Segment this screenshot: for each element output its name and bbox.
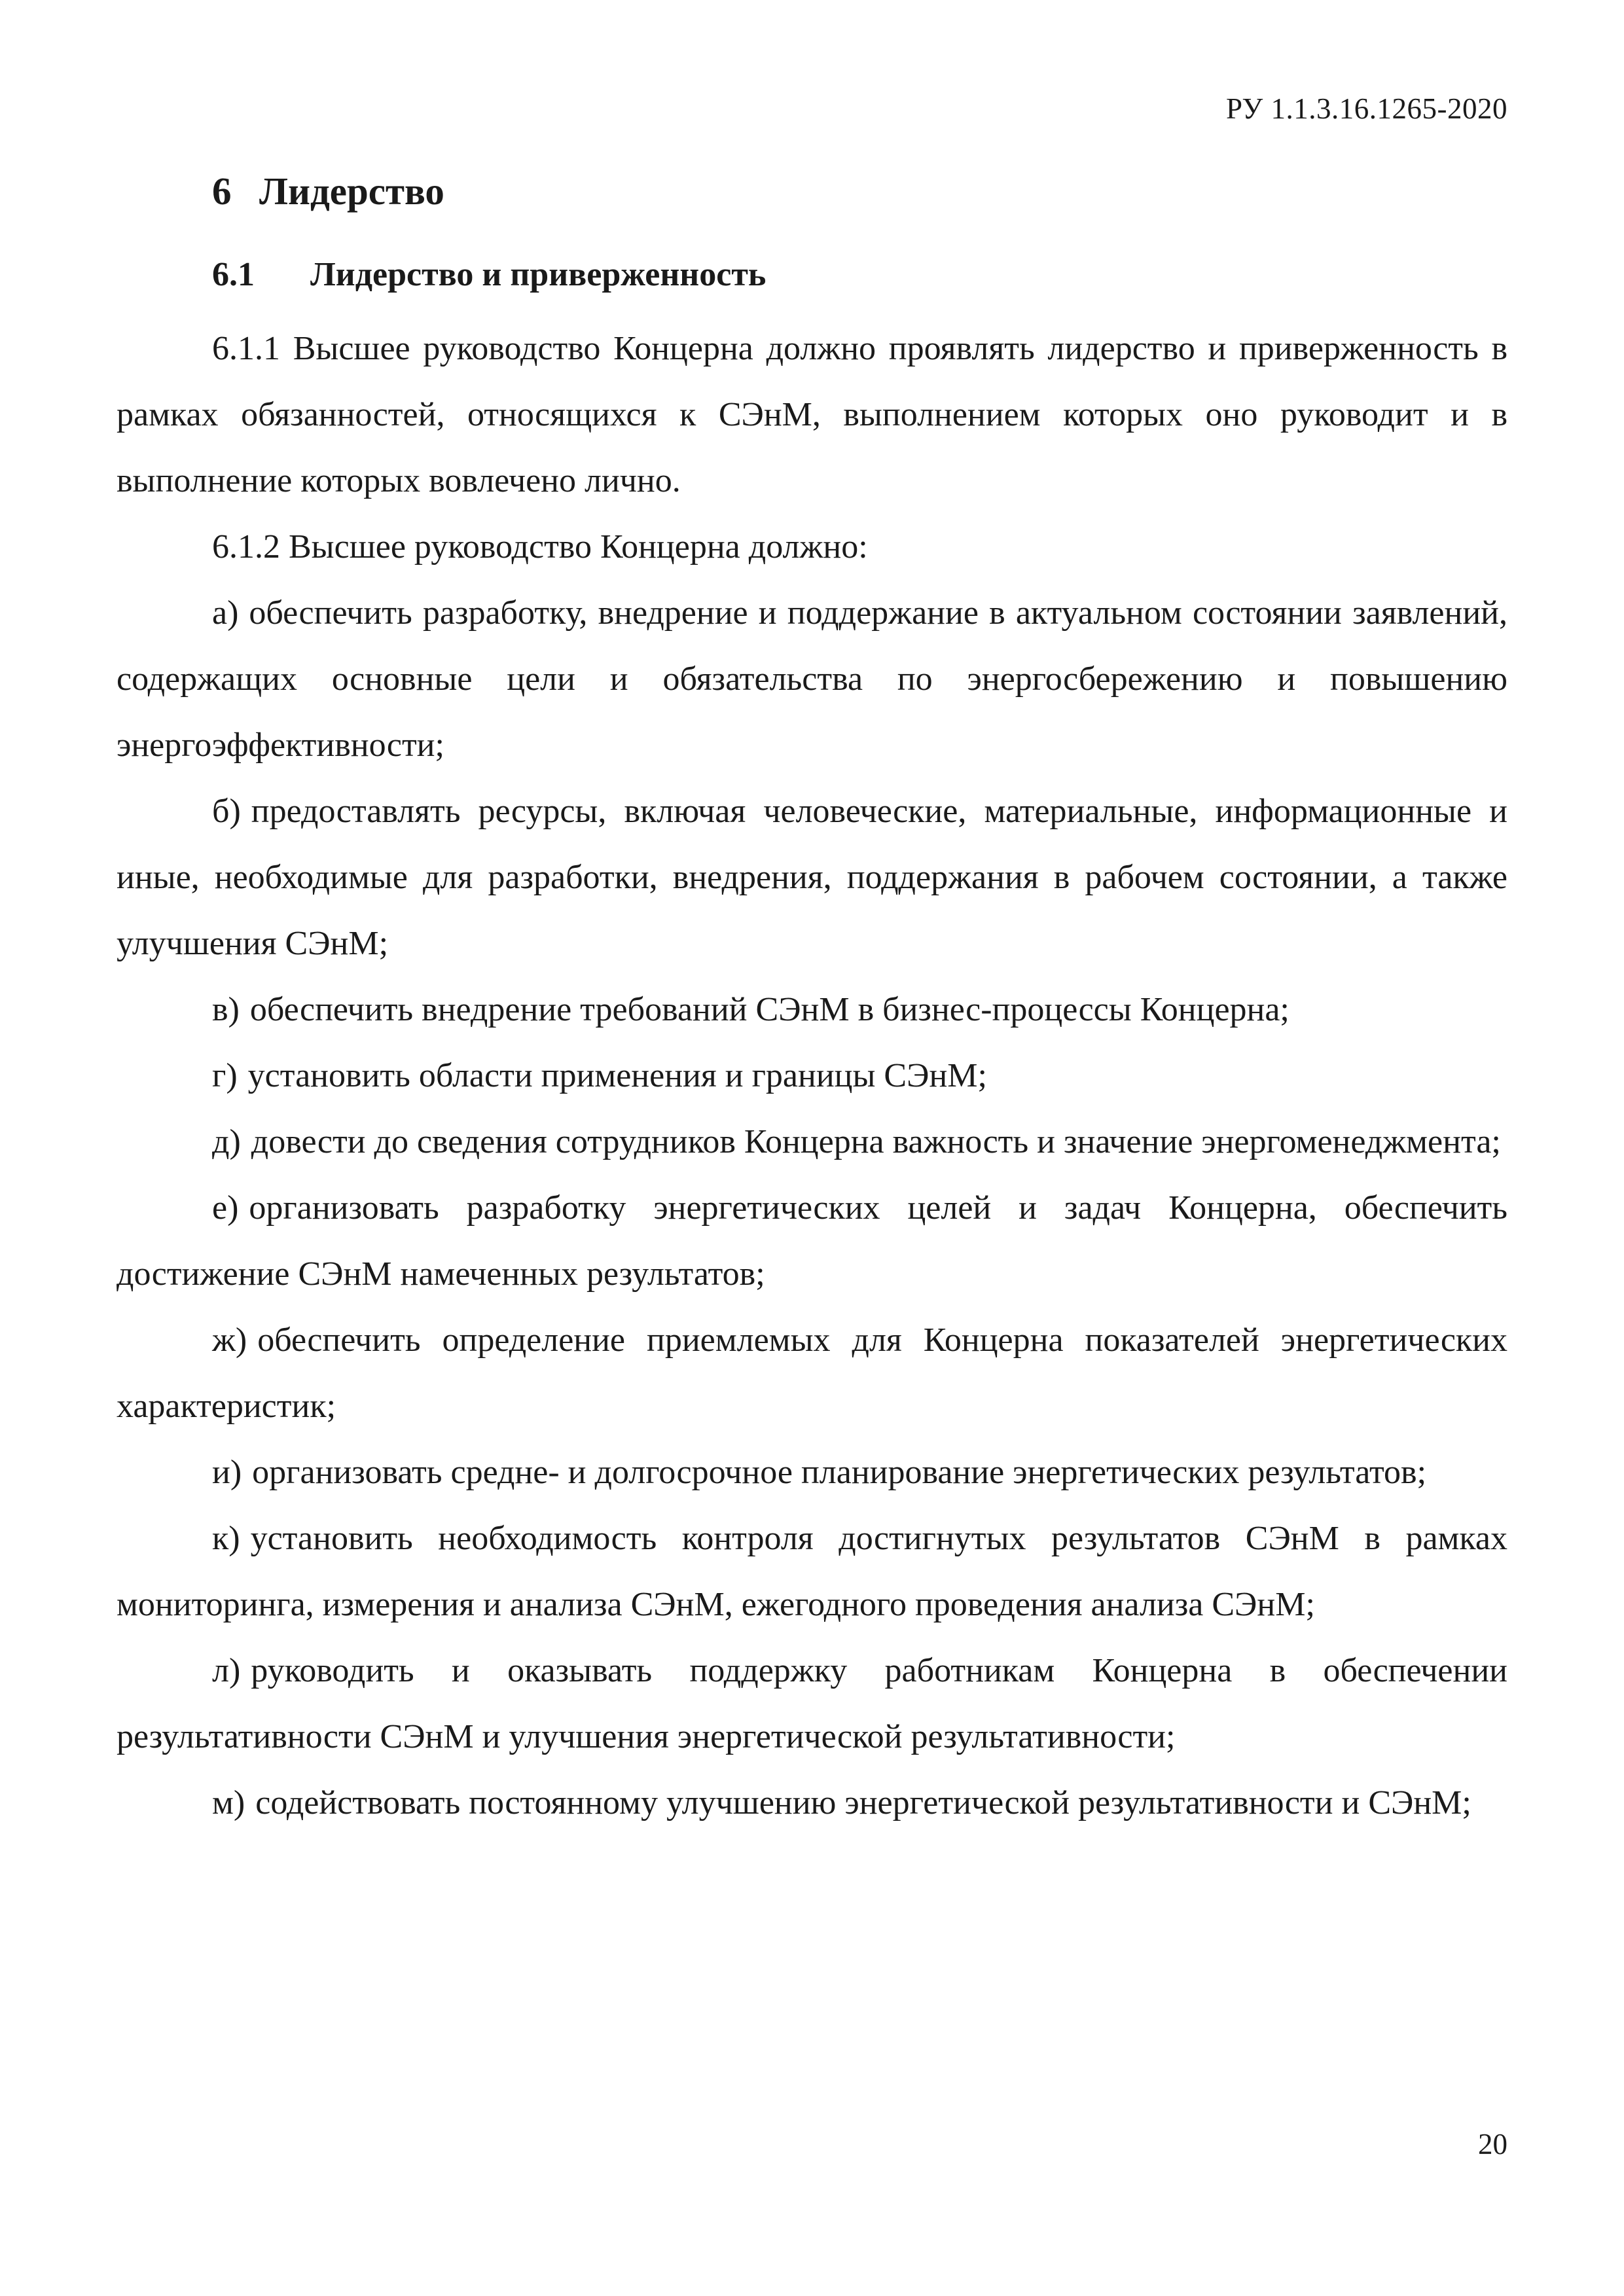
list-item-text: обеспечить внедрение требований СЭнМ в бизнес-процессы Концерна;	[249, 991, 1290, 1028]
paragraph-6-1-2: 6.1.2 Высшее руководство Концерна должно:	[212, 528, 868, 565]
list-item	[117, 778, 1507, 977]
list-item-text: установить необходимость контроля достигнутых результатов СЭнМ в рамках мониторинга, измерения и анализа СЭнМ, ежегодного проведения анализа СЭнМ;	[117, 1520, 1507, 1623]
list-item	[117, 977, 1507, 1043]
list-item-marker: б)	[212, 793, 241, 830]
list-item-marker: д)	[212, 1123, 241, 1160]
list-item-marker: к)	[212, 1520, 240, 1557]
list-item	[117, 1770, 1507, 1836]
subsection-title: Лидерство и приверженность	[310, 256, 767, 293]
list-item-marker: ж)	[212, 1321, 247, 1359]
list-item	[117, 1043, 1507, 1109]
list-item	[117, 1505, 1507, 1638]
list-item	[117, 1175, 1507, 1307]
list-item-text: содействовать постоянному улучшению энергетической результативности и СЭнМ;	[255, 1784, 1471, 1821]
list-item-marker: и)	[212, 1454, 242, 1491]
list-item-marker: л)	[212, 1652, 241, 1689]
list-item-marker: е)	[212, 1189, 239, 1227]
list-item-text: организовать разработку энергетических целей и задач Концерна, обеспечить достижение СЭнМ намеченных результатов;	[117, 1189, 1507, 1293]
list-item-text: организовать средне- и долгосрочное планирование энергетических результатов;	[252, 1454, 1427, 1491]
subsection-number: 6.1	[212, 256, 255, 293]
list-item-marker: в)	[212, 991, 240, 1028]
list-item-text: руководить и оказывать поддержку работникам Концерна в обеспечении результативности СЭнМ и улучшения энергетической результативности;	[117, 1652, 1507, 1755]
subsection-heading	[117, 251, 1507, 298]
list-item-marker: а)	[212, 594, 239, 632]
section-title: Лидерство	[259, 170, 444, 213]
paragraph-6-1-1: 6.1.1 Высшее руководство Концерна должно проявлять лидерство и приверженность в рамках обязанностей, относящихся к СЭнМ, выполнением которых оно руководит и в выполнение которых вовлечено лично.	[117, 330, 1507, 499]
page-content	[117, 165, 1507, 1836]
section-heading	[117, 165, 1507, 217]
list-item	[117, 1638, 1507, 1770]
list-item	[117, 580, 1507, 778]
list-item	[117, 1439, 1507, 1505]
list-item	[117, 1109, 1507, 1175]
list-item-text: обеспечить определение приемлемых для Концерна показателей энергетических характеристик;	[117, 1321, 1507, 1425]
list-item	[117, 1307, 1507, 1439]
list-item-text: обеспечить разработку, внедрение и поддержание в актуальном состоянии заявлений, содержащих основные цели и обязательства по энергосбережению и повышению энергоэффективности;	[117, 594, 1507, 764]
list-item-text: установить области применения и границы СЭнМ;	[247, 1057, 987, 1094]
list-item-text: довести до сведения сотрудников Концерна важность и значение энергоменеджмента;	[251, 1123, 1501, 1160]
document-code: РУ 1.1.3.16.1265-2020	[1225, 92, 1507, 125]
page-number: 20	[1478, 2128, 1507, 2161]
section-number: 6	[212, 170, 232, 213]
list-item-text: предоставлять ресурсы, включая человеческие, материальные, информационные и иные, необходимые для разработки, внедрения, поддержания в рабочем состоянии, а также улучшения СЭнМ;	[117, 793, 1507, 962]
list-item-marker: г)	[212, 1057, 238, 1094]
list-item-marker: м)	[212, 1784, 245, 1821]
